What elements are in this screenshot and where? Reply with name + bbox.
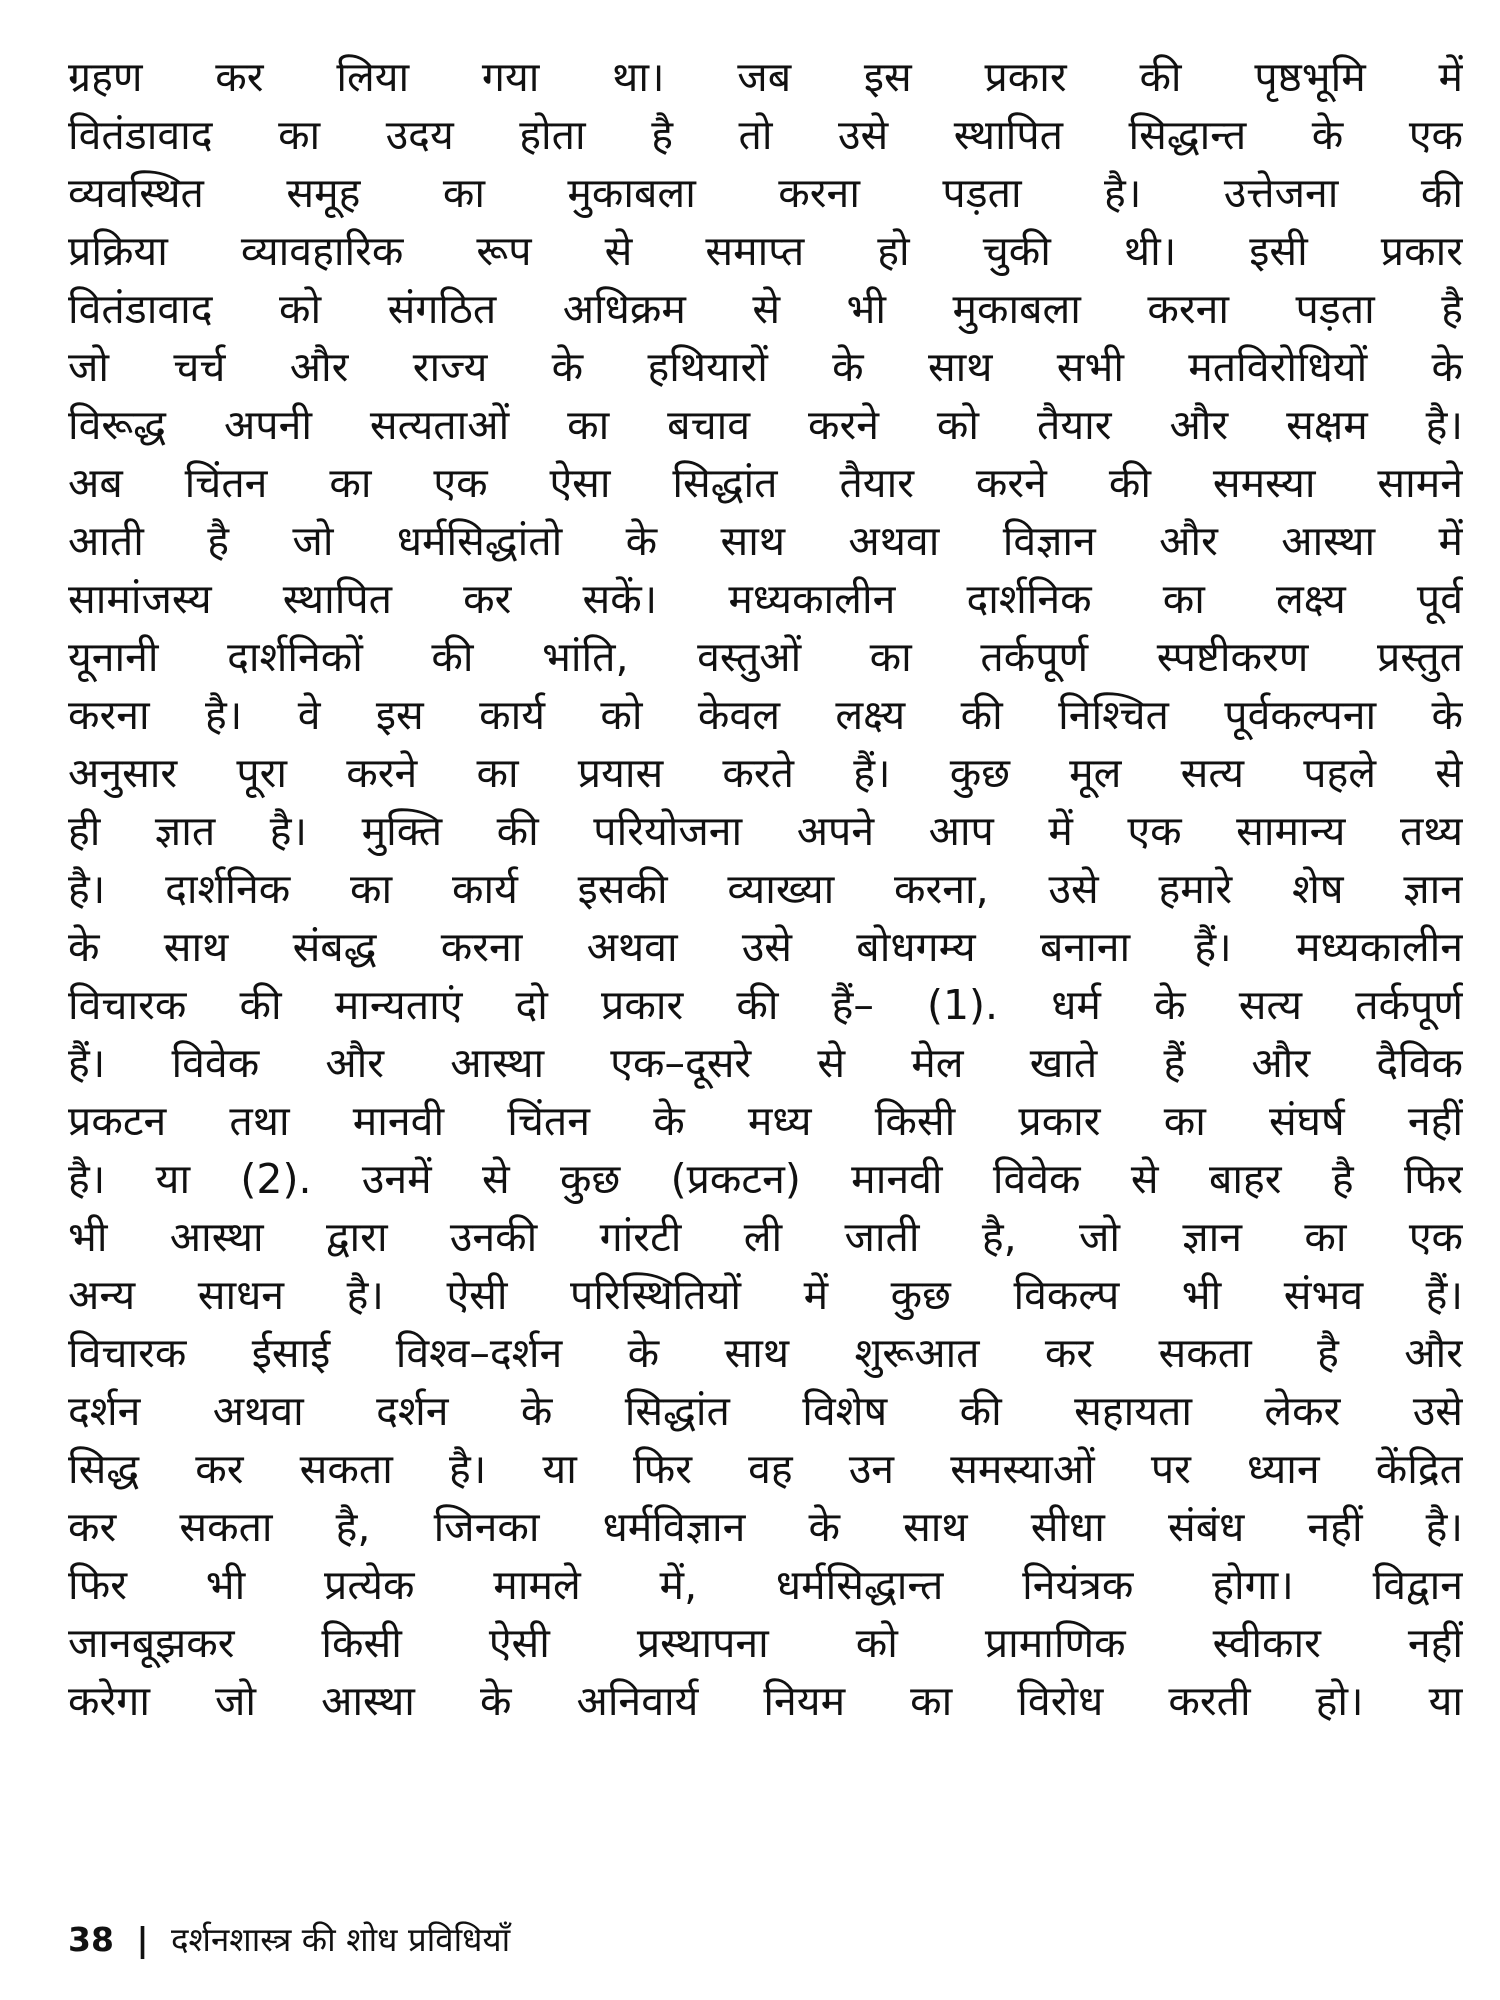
- text-line: फिर भी प्रत्येक मामले में, धर्मसिद्धान्त नियंत्रक होगा। विद्वान: [68, 1561, 1463, 1609]
- text-line: विचारक ईसाई विश्व–दर्शन के साथ शुरूआत कर सकता है और: [68, 1329, 1463, 1377]
- text-line: सामांजस्य स्थापित कर सकें। मध्यकालीन दार्शनिक का लक्ष्य पूर्व: [68, 575, 1463, 623]
- text-line: वितंडावाद को संगठित अधिक्रम से भी मुकाबला करना पड़ता है: [68, 285, 1463, 333]
- footer-separator: |: [136, 1920, 149, 1959]
- text-line: जो चर्च और राज्य के हथियारों के साथ सभी मतविरोधियों के: [68, 343, 1463, 391]
- text-line: विरूद्ध अपनी सत्यताओं का बचाव करने को तैयार और सक्षम है।: [68, 401, 1463, 449]
- text-line: भी आस्था द्वारा उनकी गांरटी ली जाती है, जो ज्ञान का एक: [68, 1213, 1463, 1261]
- body-text: [68, 48, 1463, 1730]
- page-number: 38: [68, 1920, 114, 1959]
- page-footer: [68, 1915, 510, 1965]
- text-line: हैं। विवेक और आस्था एक–दूसरे से मेल खाते हैं और दैविक: [68, 1039, 1463, 1087]
- text-line: करना है। वे इस कार्य को केवल लक्ष्य की निश्चित पूर्वकल्पना के: [68, 691, 1463, 739]
- text-line: दर्शन अथवा दर्शन के सिद्धांत विशेष की सहायता लेकर उसे: [68, 1387, 1463, 1435]
- text-line: ग्रहण कर लिया गया था। जब इस प्रकार की पृष्ठभूमि में: [68, 53, 1463, 101]
- text-line: के साथ संबद्ध करना अथवा उसे बोधगम्य बनाना हैं। मध्यकालीन: [68, 923, 1463, 971]
- text-line: है। या (2). उनमें से कुछ (प्रकटन) मानवी विवेक से बाहर है फिर: [68, 1155, 1463, 1203]
- text-line: वितंडावाद का उदय होता है तो उसे स्थापित सिद्धान्त के एक: [68, 111, 1463, 159]
- text-line: अब चिंतन का एक ऐसा सिद्धांत तैयार करने की समस्या सामने: [68, 459, 1463, 507]
- text-line: विचारक की मान्यताएं दो प्रकार की हैं– (1). धर्म के सत्य तर्कपूर्ण: [68, 981, 1463, 1029]
- text-line: प्रकटन तथा मानवी चिंतन के मध्य किसी प्रकार का संघर्ष नहीं: [68, 1097, 1463, 1145]
- text-line: सिद्ध कर सकता है। या फिर वह उन समस्याओं पर ध्यान केंद्रित: [68, 1445, 1463, 1493]
- text-line: अनुसार पूरा करने का प्रयास करते हैं। कुछ मूल सत्य पहले से: [68, 749, 1463, 797]
- text-line: जानबूझकर किसी ऐसी प्रस्थापना को प्रामाणिक स्वीकार नहीं: [68, 1619, 1463, 1667]
- text-line: है। दार्शनिक का कार्य इसकी व्याख्या करना, उसे हमारे शेष ज्ञान: [68, 865, 1463, 913]
- text-line: यूनानी दार्शनिकों की भांति, वस्तुओं का तर्कपूर्ण स्पष्टीकरण प्रस्तुत: [68, 633, 1463, 681]
- text-line: ही ज्ञात है। मुक्ति की परियोजना अपने आप में एक सामान्य तथ्य: [68, 807, 1463, 855]
- text-line: अन्य साधन है। ऐसी परिस्थितियों में कुछ विकल्प भी संभव हैं।: [68, 1271, 1463, 1319]
- text-line: कर सकता है, जिनका धर्मविज्ञान के साथ सीधा संबंध नहीं है।: [68, 1503, 1463, 1551]
- book-title: दर्शनशास्त्र की शोध प्रविधियाँ: [171, 1920, 511, 1959]
- text-line: करेगा जो आस्था के अनिवार्य नियम का विरोध करती हो। या: [68, 1677, 1463, 1725]
- text-line: व्यवस्थित समूह का मुकाबला करना पड़ता है। उत्तेजना की: [68, 169, 1463, 217]
- text-line: प्रक्रिया व्यावहारिक रूप से समाप्त हो चुकी थी। इसी प्रकार: [68, 227, 1463, 275]
- text-line: आती है जो धर्मसिद्धांतो के साथ अथवा विज्ञान और आस्था में: [68, 517, 1463, 565]
